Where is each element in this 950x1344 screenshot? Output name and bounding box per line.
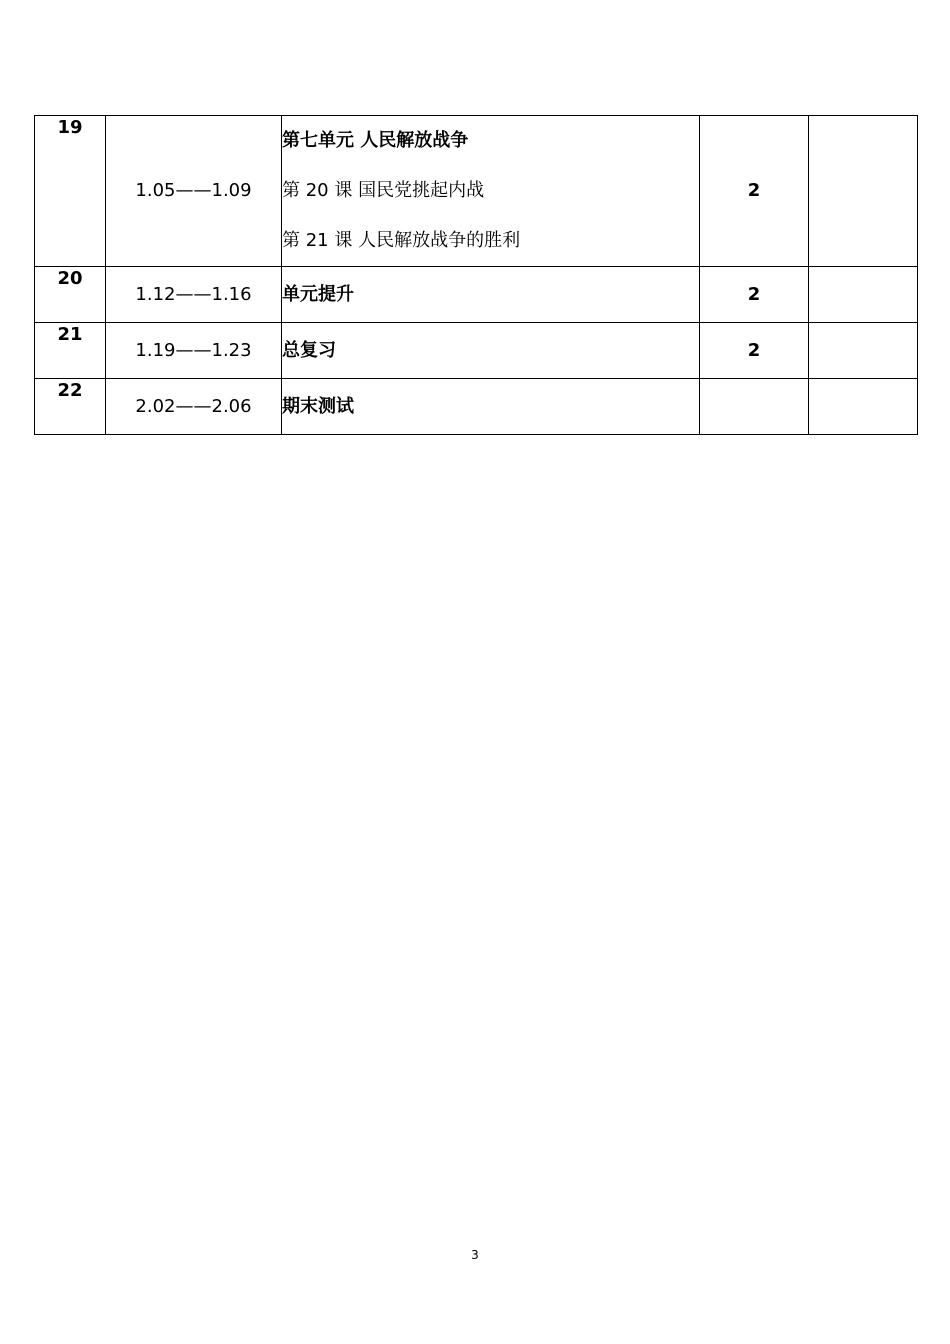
note-cell xyxy=(809,267,918,323)
date-cell: 2.02——2.06 xyxy=(106,379,282,435)
week-cell: 20 xyxy=(35,267,106,323)
content-cell: 总复习 xyxy=(282,323,700,379)
hours-cell: 2 xyxy=(700,116,809,267)
content-cell xyxy=(282,116,700,267)
hours-cell xyxy=(700,379,809,435)
date-cell: 1.12——1.16 xyxy=(106,267,282,323)
week-cell: 21 xyxy=(35,323,106,379)
lesson-title: 第 20 课 国民党挑起内战 xyxy=(282,180,485,201)
note-cell xyxy=(809,116,918,267)
note-cell xyxy=(809,323,918,379)
table-row xyxy=(35,323,918,379)
table-row xyxy=(35,379,918,435)
content-cell: 单元提升 xyxy=(282,267,700,323)
hours-cell: 2 xyxy=(700,267,809,323)
content-cell: 期末测试 xyxy=(282,379,700,435)
lesson-title: 第 21 课 人民解放战争的胜利 xyxy=(282,230,521,251)
week-cell: 22 xyxy=(35,379,106,435)
table-row xyxy=(35,116,918,267)
week-cell: 19 xyxy=(35,116,106,267)
page-number: 3 xyxy=(471,1248,479,1262)
hours-cell: 2 xyxy=(700,323,809,379)
date-cell: 1.19——1.23 xyxy=(106,323,282,379)
date-cell: 1.05——1.09 xyxy=(106,116,282,267)
schedule-table xyxy=(34,115,918,435)
note-cell xyxy=(809,379,918,435)
unit-title: 第七单元 人民解放战争 xyxy=(282,130,469,151)
table-row xyxy=(35,267,918,323)
